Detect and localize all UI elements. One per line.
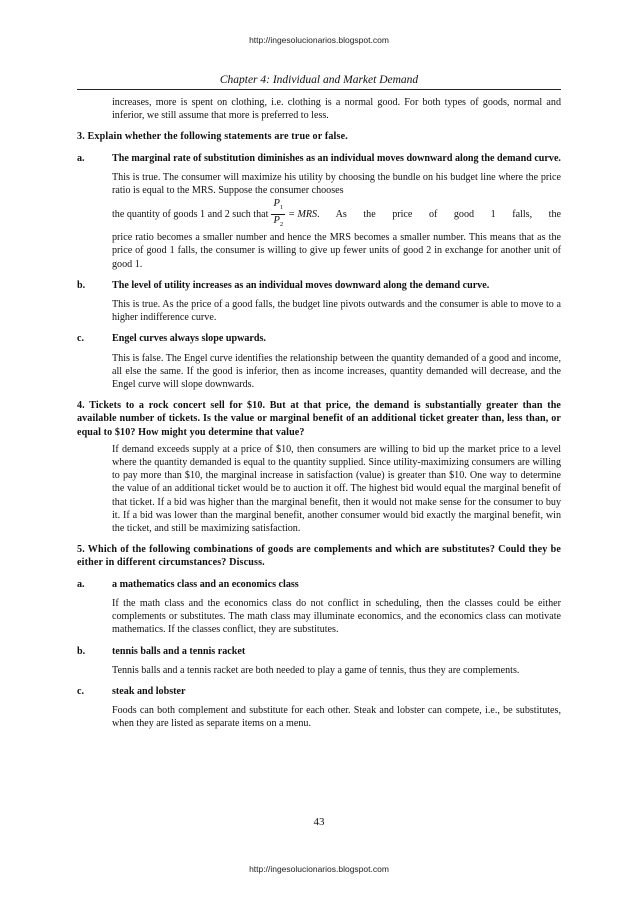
item-label: c. [77,333,85,345]
item-text: steak and lobster [112,685,186,697]
header-rule [77,89,561,90]
mrs-formula-line [112,199,561,229]
item-text: a mathematics class and an economics class [112,578,299,590]
answer-3a-part1: This is true. The consumer will maximize his utility by choosing the bundle on his budget line where the price ratio is equal to the MRS. Suppose the consumer chooses [112,171,561,197]
header-url[interactable]: http://ingesolucionarios.blogspot.com [249,35,389,45]
item-label: b. [77,279,86,291]
formula-denominator: P [273,214,280,226]
item-label: c. [77,685,85,697]
formula-denominator-sub: 2 [279,220,284,228]
question-3c [77,332,561,345]
footer-url[interactable]: http://ingesolucionarios.blogspot.com [249,864,389,874]
formula-post: . As the price of good 1 falls, the [317,208,561,220]
question-3a [77,152,561,165]
question-5a [77,578,561,591]
item-label: b. [77,645,86,657]
answer-5a: If the math class and the economics class do not conflict in scheduling, then the classes could be either complements or substitutes. The math class may illuminate economics, and the economics class can motivate mathematics. If the classes conflict, they are substitutes. [112,597,561,636]
item-text: The marginal rate of substitution diminishes as an individual moves downward along the demand curve. [112,152,561,164]
question-3: 3. Explain whether the following statements are true or false. [77,131,348,143]
answer-5b: Tennis balls and a tennis racket are both needed to play a game of tennis, thus they are complements. [112,664,520,676]
question-5: 5. Which of the following combinations of goods are complements and which are substitutes? Could they be either in different circumstances? Discuss. [77,544,561,569]
formula-numerator: P [273,197,280,209]
answer-4: If demand exceeds supply at a price of $10, then consumers are willing to bid up the market price to a level where the quantity demanded is equal to the quantity supplied. Since utility-maximizing consumers are willing to pay more than $10, the marginal increase in satisfaction (value) is greater than $10. One way to determine the value of an additional ticket would be to auction it off. The highest bid would equal the marginal benefit of that ticket. If a bid was higher than the marginal benefit, then it would not make sense for the consumer to buy it. If a bid was lower than the marginal benefit, another consumer would bid exactly the marginal benefit, win the ticket, and still be maximizing satisfaction. [112,443,561,535]
formula-rhs: = MRS [288,208,318,220]
formula-pre: the quantity of goods 1 and 2 such that [112,208,269,220]
formula-numerator-sub: 1 [279,203,284,211]
item-label: a. [77,152,85,164]
question-5c [77,685,561,698]
answer-3b: This is true. As the price of a good falls, the budget line pivots outwards and the consumer is able to move to a higher indifference curve. [112,299,561,324]
answer-5c: Foods can both complement and substitute for each other. Steak and lobster can compete, i.e., be substitutes, when they are listed as separate items on a menu. [112,705,561,730]
item-text: tennis balls and a tennis racket [112,645,246,657]
chapter-header: Chapter 4: Individual and Market Demand [219,74,419,86]
item-text: Engel curves always slope upwards. [112,333,266,345]
question-5b [77,645,561,658]
item-label: a. [77,578,85,590]
page-content [77,96,561,731]
answer-3c: This is false. The Engel curve identifies the relationship between the quantity demanded of a good and income, all else the same. If the good is inferior, then as income increases, quantity demanded will decrease, and the Engel curve will slope downwards. [112,352,561,391]
price-ratio-fraction [271,198,285,231]
question-4: 4. Tickets to a rock concert sell for $10. But at that price, the demand is substantially greater than the available number of tickets. Is the value or marginal benefit of an additional ticket greater than, less than, or equal to $10? How might you determine that value? [77,400,561,438]
item-text: The level of utility increases as an individual moves downward along the demand curve. [112,279,490,291]
question-3b [77,279,561,292]
intro-paragraph: increases, more is spent on clothing, i.e. clothing is a normal good. For both types of goods, normal and inferior, we still assume that more is preferred to less. [112,97,561,122]
answer-3a-part2: price ratio becomes a smaller number and hence the MRS becomes a smaller number. This means that as the price of good 1 falls, the consumer is willing to give up fewer units of good 2 in exchange for another unit of good 1. [112,232,561,270]
page-number: 43 [313,816,325,828]
